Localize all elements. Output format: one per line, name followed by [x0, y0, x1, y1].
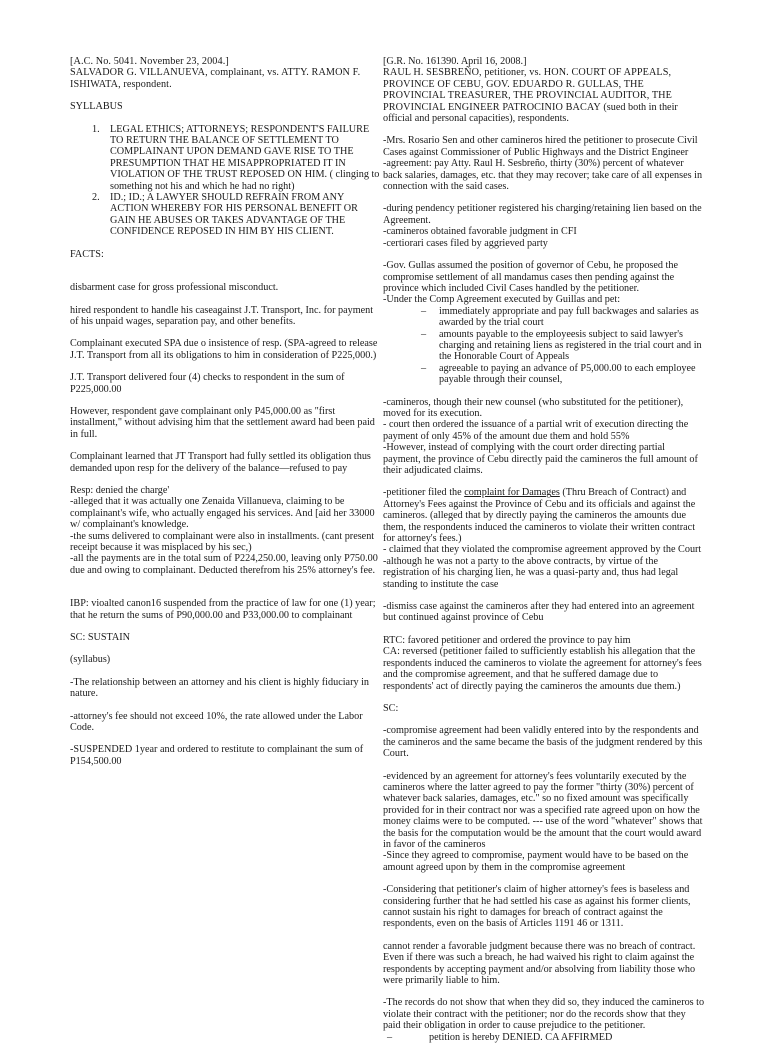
paragraph: IBP: vioalted canon16 suspended from the practice of law for one (1) year; that he return the sums of P90,000.00 and P33,000.00 to complainant [70, 598, 376, 621]
syllabus-item [70, 192, 382, 238]
syllabus-text: LEGAL ETHICS; ATTORNEYS; RESPONDENT'S FAILURE TO RETURN THE BALANCE OF SETTLEMENT TO COMPLAINANT UPON DEMAND GAVE RISE TO THE PRESUMPTION THAT HE MISAPPROPRIATED IT IN VIOLATION OF THE TRUST REPOSED ON HIM. ( clinging to something not his and which he had no right) [110, 123, 380, 192]
case-header-parties [383, 67, 705, 124]
agreement-bullet [383, 363, 705, 386]
syllabus-number: 2. [92, 192, 100, 204]
paragraph: (syllabus) [70, 654, 111, 666]
syllabus-heading: SYLLABUS [70, 101, 123, 113]
paragraph: -during pendency petitioner registered his charging/retaining lien based on the Agreement. -camineros obtained favorable judgment in CFI -certiorari cases filed by aggrieved party [383, 203, 702, 249]
right-column [383, 56, 705, 1043]
bullet-dash: – [387, 1031, 393, 1043]
paragraph: -Gov. Gullas assumed the position of governor of Cebu, he proposed the compromise settlement of all mandamus cases then pending against the province which included Civil Cases handled by the petitioner. -Under the Comp Agreement executed by Guillas and pet: [383, 260, 679, 306]
final-ruling [383, 1032, 705, 1043]
bullet-text: agreeable to paying an advance of P5,000.00 to each employee payable through their counsel, [439, 362, 696, 386]
sc-heading: SC: SUSTAIN [70, 632, 131, 644]
paragraph [383, 487, 705, 590]
paragraph: hired respondent to handle his caseagainst J.T. Transport, Inc. for payment of his unpaid wages, separation pay, and other benefits. [70, 304, 374, 327]
case-header-citation: [G.R. No. 161390. April 16, 2008.] [383, 56, 527, 67]
left-column [70, 56, 382, 767]
paragraph: -camineros, though their new counsel (who substituted for the petitioner), moved for its execution. - court then ordered the issuance of a partial writ of execution directing the payment of only 45% of the amount due them and hold 55% -However, instead of complying with the court order directing partial payment, the province of Cebu directly paid the camineros the full amount of their adjudicated claims. [383, 396, 698, 476]
paragraph: RTC: favored petitioner and ordered the province to pay him CA: reversed (petitioner failed to sufficiently establish his allegation that the respondents induced the camineros to violate the agreement for attorney's fees and the compromise agreement, and that he suffered damage due to respondents' act of directly paying the camineros the amounts due them.) [383, 634, 702, 692]
syllabus-item [70, 124, 382, 192]
paragraph: Complainant learned that JT Transport had fully settled its obligation thus demanded upon resp for the delivery of the balance—refused to pay [70, 451, 371, 474]
complaint-body: (Thru Breach of Contract) and Attorney's Fees against the Province of Cebu and its officials and against the camineros. (alleged that by directly paying the camineros the amounts due them, the respondents induced the camineros to violate their written contract for attorney's fees.) - claimed that they violated the compromise agreement approved by the Court -although he was not a party to the above contracts, by virtue of the registration of his charging lien, he was a quasi-party and, thus had legal standing to institute the case [383, 487, 702, 590]
paragraph: disbarment case for gross professional misconduct. [70, 282, 279, 294]
paragraph: Resp: denied the charge' -alleged that it was actually one Zenaida Villanueva, claiming to be complainant's wife, who actually engaged his services. And [aid her 33000 w/ complainant's knowledge. -the sums delivered to complainant were also in installments. (cant present receipt because it was misplaced by his sec,) -all the payments are in the total sum of P224,250.00, leaving only P750.00 due and owing to complainant. Deducted therefrom his 25% attorney's fee. [70, 484, 378, 576]
bullet-dash: – [421, 305, 427, 317]
syllabus-text: ID.; ID.; A LAWYER SHOULD REFRAIN FROM ANY ACTION WHEREBY FOR HIS PERSONAL BENEFIT OR GAIN HE ABUSES OR TAKES ADVANTAGE OF THE CONFIDENCE REPOSED IN HIM BY HIS CLIENT. [110, 192, 358, 238]
agreement-bullet [383, 306, 705, 329]
facts-heading: FACTS: [70, 248, 104, 260]
paragraph: -SUSPENDED 1year and ordered to restitute to complainant the sum of P154,500.00 [70, 744, 364, 767]
paragraph: -The relationship between an attorney and his client is highly fiduciary in nature. [70, 676, 370, 700]
paragraph: cannot render a favorable judgment because there was no breach of contract. Even if there was such a breach, he had waived his right to claim against the respondents by accepting payment and/or absolving from liability those who were primarily liable to him. [383, 940, 696, 987]
bullet-dash: – [421, 328, 427, 340]
paragraph: -dismiss case against the camineros after they had entered into an agreement but continued against province of Cebu [383, 601, 695, 624]
sc-heading: SC: [383, 702, 399, 714]
paragraph: -The records do not show that when they did so, they induced the camineros to violate their contract with the petitioner; nor do the records show that they paid their obligation in order to cause prejudice to the petitioner. [383, 997, 705, 1032]
bullet-text: amounts payable to the employeesis subject to said lawyer's charging and retaining liens as registered in the trial court and in the Honorable Court of Appeals [439, 328, 702, 363]
agreement-bullet [383, 329, 705, 363]
complaint-intro: -petitioner filed the [383, 487, 465, 499]
bullet-text: immediately appropriate and pay full backwages and salaries as awarded by the trial court [439, 305, 699, 329]
paragraph: However, respondent gave complainant only P45,000.00 as "first installment," without advising him that the settlement award had been paid in full. [70, 405, 375, 440]
paragraph: -evidenced by an agreement for attorney's fees voluntarily executed by the camineros where the latter agreed to pay the former "thirty (30%) percent of whatever back salaries, damages, etc." so no fixed amount was specifically provided for in their contract nor was a specified rate agreed upon on how the money claims were to be computed. --- use of the word "whatever" shows that the basis for the computation would be the amount that the court would award in favor of the camineros -Since they agreed to compromise, payment would have to be based on the amount agreed upon by them in the compromise agreement [383, 770, 703, 873]
paragraph: -Mrs. Rosario Sen and other camineros hired the petitioner to prosecute Civil Cases against Commissioner of Public Highways and the District Engineer -agreement: pay Atty. Raul H. Sesbreño, thirty (30%) percent of whatever back salaries, damages, etc. that they may recover; take care of all expenses in connection with the said cases. [383, 135, 703, 193]
complaint-underlined: complaint for Damages [464, 487, 560, 499]
paragraph: -attorney's fee should not exceed 10%, the rate allowed under the Labor Code. [70, 710, 363, 734]
case-header-caps: RAUL H. SESBREÑO, petitioner, vs. HON. COURT OF APPEALS, PROVINCE OF CEBU, GOV. EDUARDO R. GULLAS, THE PROVINCIAL TREASURER, THE PROVINCIAL AUDITOR, THE PROVINCIAL ENGINEER PATROCINIO BACAY [383, 67, 672, 113]
paragraph: -Considering that petitioner's claim of higher attorney's fees is baseless and considering further that he had settled his case as against his former clients, cannot sustain his right to damages for breach of contract against the respondents, even on the basis of Articles 1191 46 or 1311. [383, 884, 691, 930]
final-ruling-text: petition is hereby DENIED. CA AFFIRMED [429, 1031, 613, 1043]
case-header: [A.C. No. 5041. November 23, 2004.] SALVADOR G. VILLANUEVA, complainant, vs. ATTY. RAMON F. ISHIWATA, respondent. [70, 56, 361, 90]
case-header-tail: (sued both in their official and personal capacities), respondents. [383, 101, 678, 125]
paragraph: Complainant executed SPA due o insistence of resp. (SPA-agreed to release J.T. Transport from all its obligations to him in consideration of P225,000.) [70, 338, 378, 361]
syllabus-number: 1. [92, 123, 100, 135]
bullet-dash: – [421, 362, 427, 374]
paragraph: -compromise agreement had been validly entered into by the respondents and the camineros and the same became the basis of the judgment rendered by this Court. [383, 725, 703, 760]
paragraph: J.T. Transport delivered four (4) checks to respondent in the sum of P225,000.00 [70, 372, 345, 395]
